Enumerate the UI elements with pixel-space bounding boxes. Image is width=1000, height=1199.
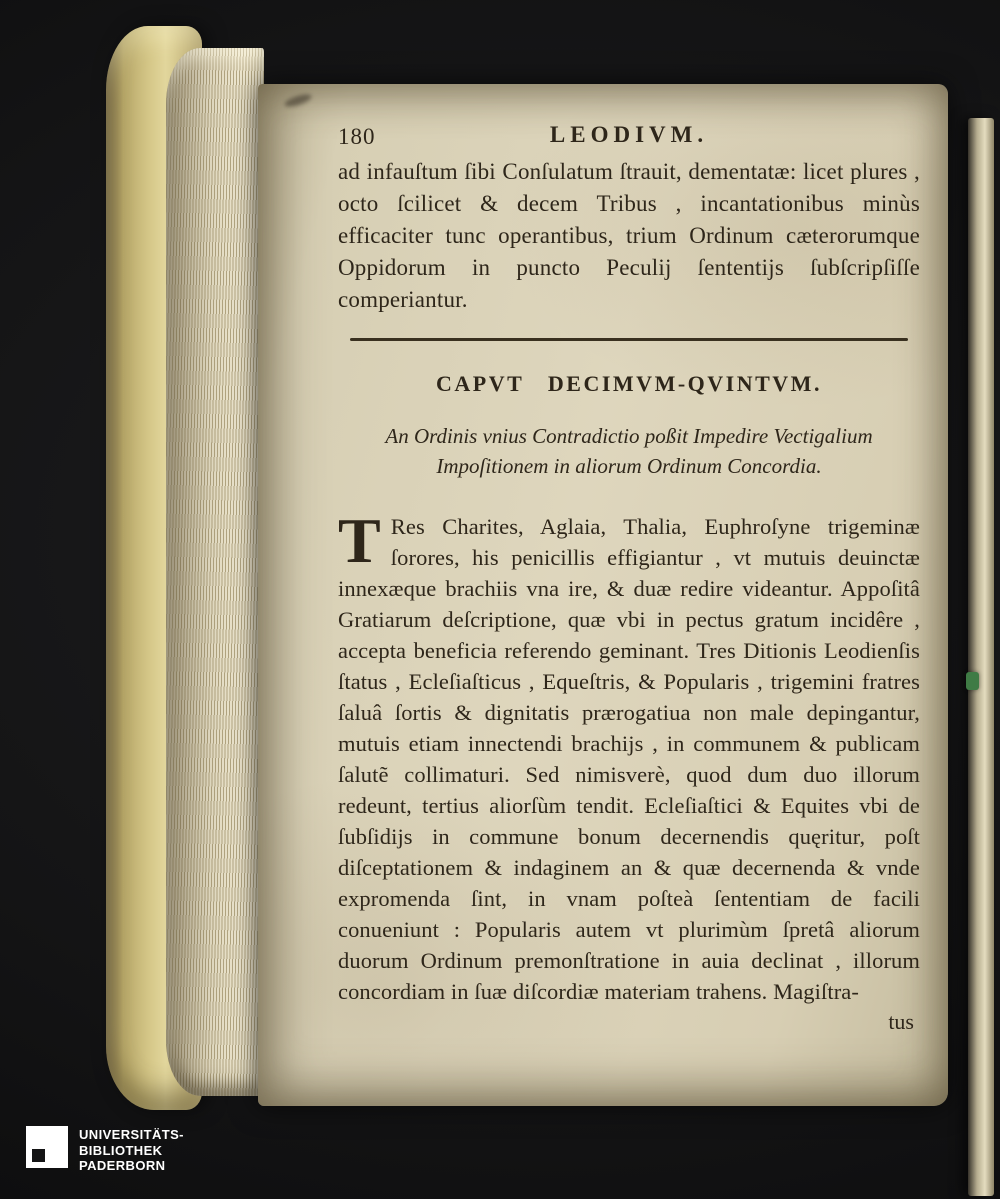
library-name-line-3: PADERBORN	[79, 1158, 166, 1173]
page-stack-fore-edge	[166, 48, 264, 1096]
chapter-subtitle: An Ordinis vnius Contradictio poßit Impedire Vectigalium Impoſitionem in aliorum Ordinum Concordia.	[385, 424, 873, 478]
intro-paragraph: ad infauſtum ſibi Conſulatum ſtrauit, dementatæ: licet plures , octo ſcilicet & decem Tribus , incantationibus minùs efficaciter tunc operantibus, trium Ordinum cæterorumque Oppidorum in puncto Peculij ſententijs ſubſcripſiſſe comperiantur.	[338, 159, 920, 312]
body-paragraph	[338, 505, 920, 1007]
running-title: LEODIVM.	[549, 122, 709, 147]
page-header	[338, 124, 920, 152]
library-logo-icon	[26, 1126, 68, 1168]
library-name	[79, 1126, 184, 1174]
book-page	[258, 84, 948, 1106]
library-name-line-2: BIBLIOTHEK	[79, 1142, 163, 1158]
drop-cap: T	[338, 505, 381, 576]
green-bookmark-speck	[966, 672, 979, 690]
library-name-line-1: UNIVERSITÄTS-	[79, 1127, 184, 1142]
catchword: tus	[888, 1009, 914, 1034]
facing-page-edge	[968, 118, 994, 1196]
library-watermark	[26, 1126, 184, 1174]
body-text: Res Charites, Aglaia, Thalia, Euphroſyne trigeminæ ſorores, his penicillis effigiantur , vt mutuis deuinctæ innexæque brachiis vna ire, & duæ redire videantur. Appoſitâ Gratiarum deſcriptione, quæ vbi in pectus gratum incidêre , accepta beneficia referendo geminant. Tres Ditionis Leodienſis ſtatus , Ecleſiaſticus , Equeſtris, & Popularis , trigemini fratres ſaluâ ſortis & dignitatis prærogatiua non male depingantur, mutuis etiam innectendi brachijs , in communem & publicam ſalutẽ collimaturi. Sed nimisverè, quod dum duo illorum redeunt, tertius aliorſùm tendit. Ecleſiaſtici & Equites vbi de ſubſidijs in commune bonum decernendis quęritur, poſt diſceptationem & indaginem an & quæ decernenda & vnde expromenda ſint, in vnam poſteà ſententiam de facili conueniunt : Popularis autem vt plurimùm ſpretâ aliorum duorum Ordinum premonſtratione in auia declinat , illorum concordiam in ſuæ diſcordiæ materiam trahens. Magiſtra-	[338, 514, 920, 1004]
page-number: 180	[338, 124, 376, 149]
text-column	[258, 84, 948, 1035]
section-divider-rule	[350, 338, 909, 341]
library-logo-notch	[32, 1149, 45, 1162]
chapter-heading: CAPVT DECIMVM-QVINTVM.	[436, 371, 822, 396]
